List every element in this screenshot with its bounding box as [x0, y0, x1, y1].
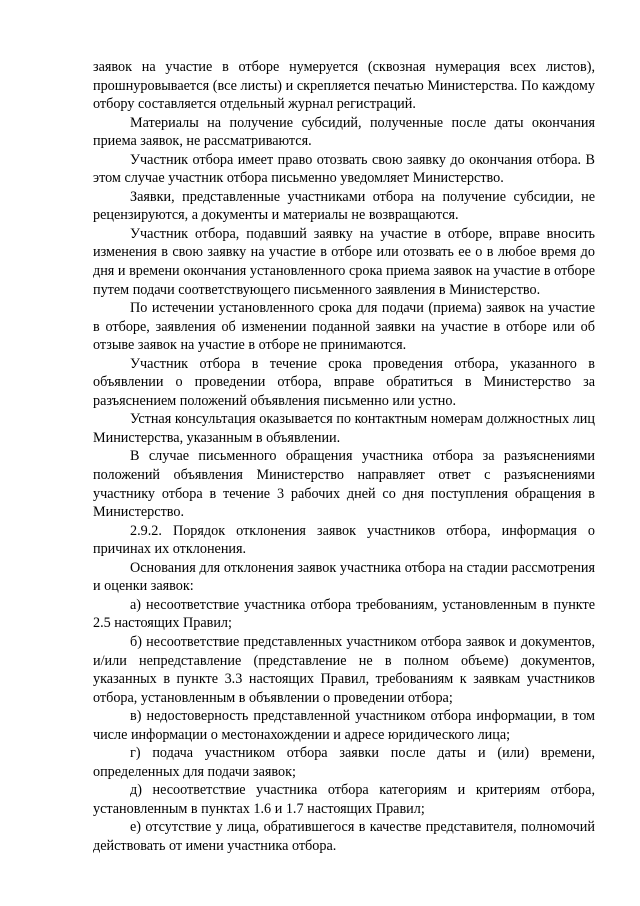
paragraph: В случае письменного обращения участника отбора за разъяснениями положений объявления Министерство направляет ответ с разъяснениями участнику отбора в течение 3 рабочих дней со дня поступления обращения в Министерство.: [93, 448, 595, 521]
paragraph: Основания для отклонения заявок участника отбора на стадии рассмотрения и оценки заявок:: [93, 559, 595, 595]
paragraph: Участник отбора имеет право отозвать свою заявку до окончания отбора. В этом случае участник отбора письменно уведомляет Министерство.: [93, 151, 595, 187]
list-item: е) отсутствие у лица, обратившегося в качестве представителя, полномочий действовать от имени участника отбора.: [93, 819, 595, 854]
paragraph: заявок на участие в отборе нумеруется (сквозная нумерация всех листов), прошнуровывается (все листы) и скрепляется печатью Министерства. По каждому отбору составляется отдельный журнал регистраций.: [93, 59, 595, 113]
list-item: б) несоответствие представленных участником отбора заявок и документов, и/или непредставление (представление не в полном объеме) документов, указанных в пункте 3.3 настоящих Правил, требованиям к заявкам участников отбора, установленным в объявлении о проведении отбора;: [93, 633, 595, 706]
paragraph: Участник отбора в течение срока проведения отбора, указанного в объявлении о проведении отбора, вправе обратиться в Министерство за разъяснением положений объявления письменно или устно.: [93, 355, 595, 409]
list-item: д) несоответствие участника отбора категориям и критериям отбора, установленным в пунктах 1.6 и 1.7 настоящих Правил;: [93, 782, 595, 817]
paragraph: Заявки, представленные участниками отбора на получение субсидии, не рецензируются, а документы и материалы не возвращаются.: [93, 188, 595, 224]
list-item: а) несоответствие участника отбора требованиям, установленным в пункте 2.5 настоящих Правил;: [93, 596, 595, 632]
list-item: в) недостоверность представленной участником отбора информации, в том числе информации о местонахождении и адресе юридического лица;: [93, 708, 595, 743]
paragraph: По истечении установленного срока для подачи (приема) заявок на участие в отборе, заявления об изменении поданной заявки на участие в отборе или об отзыве заявок на участие в отборе не принимаются.: [93, 300, 595, 354]
section-heading: 2.9.2. Порядок отклонения заявок участников отбора, информация о причинах их отклонения.: [93, 522, 595, 558]
paragraph: Участник отбора, подавший заявку на участие в отборе, вправе вносить изменения в свою заявку на участие в отборе или отозвать ее о в любое время до дня и времени окончания установленного срока приема заявок на участие в отборе путем подачи соответствующего письменного заявления в Министерство.: [93, 225, 595, 298]
list-item: г) подача участником отбора заявки после даты и (или) времени, определенных для подачи заявок;: [93, 745, 595, 780]
paragraph: Устная консультация оказывается по контактным номерам должностных лиц Министерства, указанным в объявлении.: [93, 411, 595, 446]
document-page: [93, 58, 595, 856]
paragraph: Материалы на получение субсидий, полученные после даты окончания приема заявок, не рассматриваются.: [93, 114, 595, 150]
